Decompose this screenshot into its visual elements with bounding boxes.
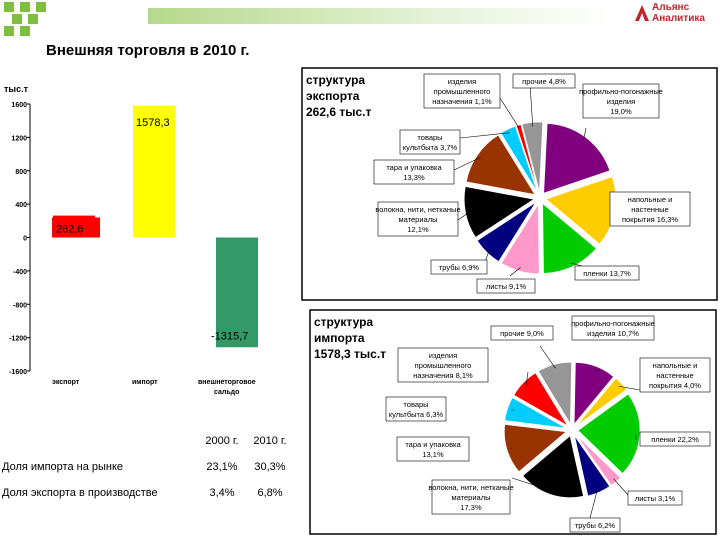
slice-label: пленки 13,7% — [583, 269, 631, 278]
cell-value: 30,3% — [254, 461, 286, 473]
column-header: 2010 г. — [253, 435, 287, 447]
slice-label: товары культбыта 6,3% — [388, 400, 444, 419]
slice-label: товары культбыта 3,7% — [402, 133, 458, 152]
company-logo-icon — [633, 3, 651, 23]
logo-line-2: Аналитика — [652, 13, 705, 24]
slice-label: профильно-погонажные изделия 19,0% — [579, 87, 663, 116]
y-tick-label: -1600 — [9, 369, 27, 376]
bar-value-label: 1578,3 — [136, 116, 170, 129]
header-band — [0, 0, 720, 40]
y-tick-label: 400 — [15, 202, 27, 210]
slice-label: трубы 6,9% — [438, 263, 480, 272]
export-structure-pie — [300, 66, 720, 302]
y-tick-label: -400 — [12, 268, 27, 276]
logo-line-1: Альянс — [652, 2, 690, 13]
company-logo-text — [652, 2, 720, 24]
row-label: Доля импорта на рынке — [2, 461, 124, 473]
slice-label: изделия промышленного назначения 1,1% — [432, 77, 492, 106]
y-tick-label: -800 — [12, 302, 27, 310]
slice-label: листы 3,1% — [634, 494, 676, 503]
cell-value: 23,1% — [206, 461, 238, 473]
slice-label: напольные и настенные покрытия 16,3% — [621, 195, 679, 224]
slice-label: тара и упаковка 13,3% — [386, 163, 442, 182]
decor-square — [12, 14, 22, 24]
row-label: Доля экспорта в производстве — [2, 487, 158, 499]
decor-square — [4, 2, 14, 12]
y-tick-label: 0 — [23, 235, 27, 243]
page-title: Внешняя торговля в 2010 г. — [46, 42, 250, 59]
decor-square — [28, 14, 38, 24]
x-category-label: импорт — [132, 379, 158, 386]
decor-square — [20, 2, 30, 12]
pie-title: структура экспорта 262,6 тыс.т — [306, 73, 372, 119]
y-axis-label: тыс.т — [4, 84, 29, 94]
table-header-row — [2, 428, 294, 454]
import-structure-pie — [308, 306, 720, 536]
y-tick-label: -1200 — [9, 335, 27, 343]
y-tick-label: 800 — [15, 168, 27, 176]
slice-label: прочие 4,8% — [522, 77, 566, 86]
x-category-label: внешнеторговое сальдо — [198, 379, 256, 396]
column-header: 2000 г. — [205, 435, 239, 447]
x-category-label: экспорт — [52, 379, 80, 386]
slice-label: напольные и настенные покрытия 4,0% — [649, 361, 701, 390]
decor-square — [20, 26, 30, 36]
slice-label: прочие 9,0% — [500, 329, 544, 338]
bar-value-label: -1315,7 — [211, 330, 249, 343]
table-row — [2, 454, 294, 480]
pie-title: структура импорта 1578,3 тыс.т — [314, 315, 387, 361]
decor-square — [4, 26, 14, 36]
cell-value: 6,8% — [257, 487, 283, 499]
y-tick-label: 1200 — [11, 135, 27, 143]
table-row — [2, 480, 294, 506]
slice-label: тара и упаковка 13,1% — [405, 440, 461, 459]
slice-label: листы 9,1% — [485, 282, 527, 291]
bar-value-label: 262,6 — [56, 223, 84, 236]
trade-bar-chart — [0, 80, 300, 420]
slice-label: волокна, нити, нетканые материалы 12,1% — [375, 205, 461, 234]
slice-label: изделия промышленного назначения 8,1% — [413, 351, 473, 380]
slice-label: трубы 6,2% — [574, 521, 616, 530]
slice-label: профильно-погонажные изделия 10,7% — [571, 319, 655, 338]
header-stripe — [148, 8, 610, 24]
y-tick-label: 1600 — [11, 102, 27, 109]
slice-label: волокна, нити, нетканые материалы 17,3% — [428, 483, 514, 512]
market-share-table — [2, 428, 294, 506]
cell-value: 3,4% — [209, 487, 235, 499]
slice-label: пленки 22,2% — [651, 435, 699, 444]
decor-square — [36, 2, 46, 12]
